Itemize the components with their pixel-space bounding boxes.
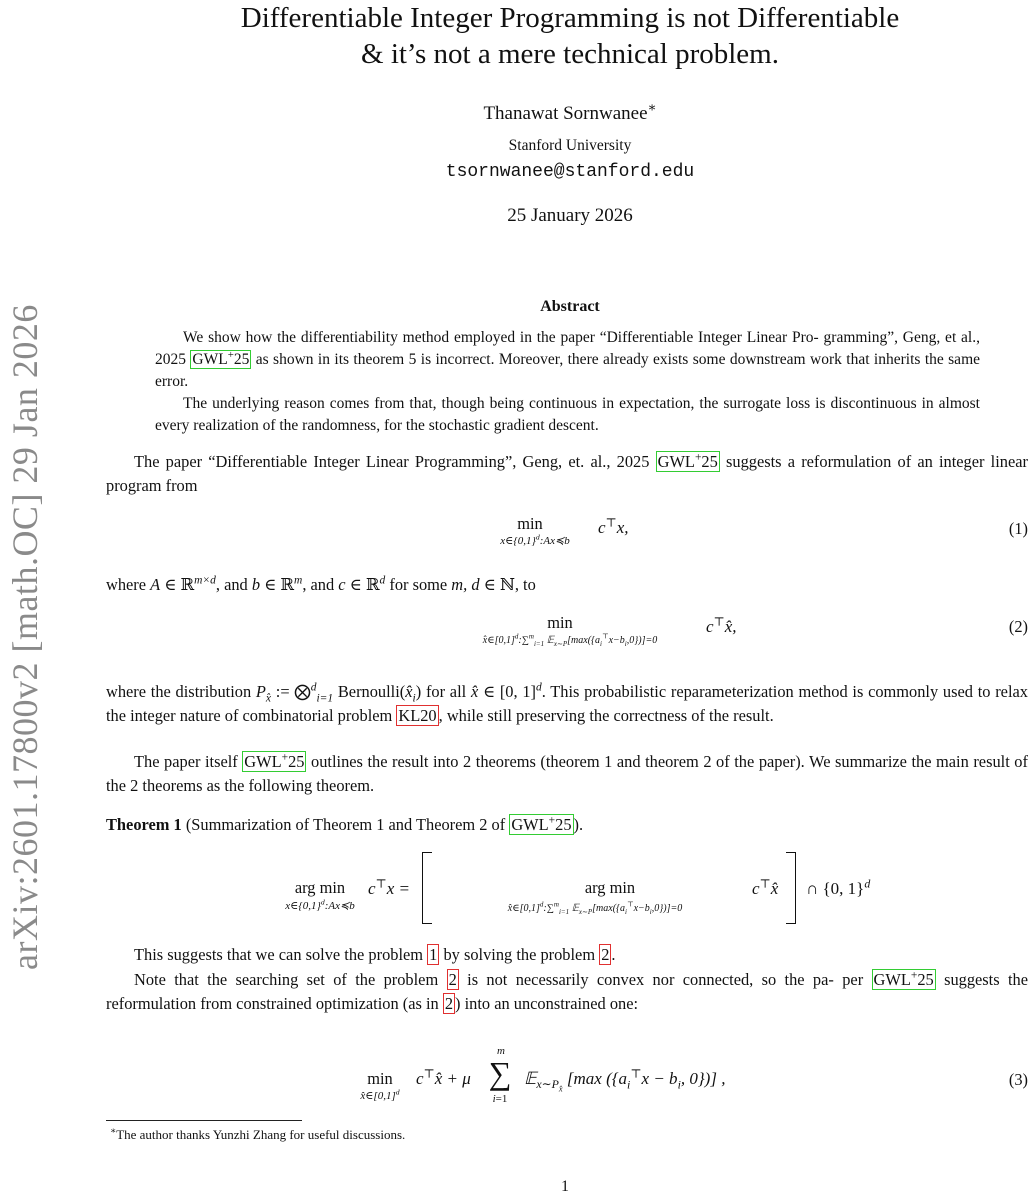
equation-3: min $x̂\in[0,1]^d$ c⊤x̂ + μ m ∑ i=1 𝔼$_{x\sim P_{x̂}}$ [max ({$a_i^⊤x - b_i$, 0})] , — [360, 1045, 726, 1105]
body-text: This suggests that we can solve the problem — [134, 945, 424, 964]
equation-ref-1[interactable]: 1 — [429, 945, 438, 964]
footnote — [110, 1127, 405, 1143]
abstract-paragraph-2 — [155, 393, 980, 437]
theorem-text: ). — [573, 815, 584, 834]
body-text: per — [842, 970, 864, 989]
theorem-label: Theorem 1 — [106, 815, 182, 834]
body-text: where the distribution — [106, 682, 252, 701]
equation-number-1: (1) — [1008, 519, 1028, 538]
abstract-heading: Abstract — [540, 298, 600, 315]
abstract-text: as shown in its theorem 5 is incorrect. Moreover, there already — [255, 351, 649, 368]
theorem-text: (Summarization of Theorem 1 and Theorem 2 of — [185, 815, 506, 834]
body-text: the correctness of the result. — [589, 705, 774, 725]
body-paragraph-3: where the distribution $P_{x̂}$ := ⨂$^d_{i=1}$ $Bernoulli(x̂_i)$ for all x̂ ∈ [0, 1]$^d$. This probabilistic reparameterization method is commonly used to relax the integer nature of combinatorial problem KL20 , while still preserving the correctness of the result. — [106, 681, 1028, 725]
body-text: We summarize the main result of the 2 theorems as the following theorem. — [106, 752, 1028, 795]
paper-title — [150, 0, 990, 72]
body-text: ) into an unconstrained — [455, 993, 606, 1013]
body-paragraph-4 — [106, 750, 1028, 797]
abstract-paragraph-1 — [155, 327, 980, 393]
body-text: for some — [389, 575, 448, 594]
title-line-2: & it’s not a mere technical problem. — [361, 38, 779, 70]
body-text: , while still preserving — [438, 705, 586, 725]
body-text: outlines the result into 2 theorems (theorem 1 and theorem 2 of the paper). — [311, 752, 805, 771]
affiliation: Stanford University — [508, 137, 632, 154]
page-number: 1 — [561, 1178, 569, 1195]
equation-1: min $x\in\{0,1\}^d:Ax≼b$ c⊤x, — [500, 514, 629, 547]
footnote-text: The author thanks Yunzhi Zhang for useful discussions. — [116, 1127, 406, 1142]
body-text: The paper itself — [134, 752, 238, 771]
abstract-text: is discontinuous in almost every realization of the randomness, for the stochastic gradient descent. — [155, 395, 980, 434]
equation-ref-2[interactable]: 2 — [444, 993, 454, 1013]
body-text: for all — [425, 682, 467, 701]
citation-link-gwl25[interactable]: GWL+25 — [192, 348, 250, 368]
citation-link-gwl25[interactable]: GWL+25 — [511, 814, 572, 834]
body-text: reformulation of an integer linear program from — [106, 452, 1028, 495]
body-paragraph-1 — [106, 450, 1028, 497]
citation-link-kl20[interactable]: KL20 — [398, 705, 437, 725]
body-paragraph-5: This suggests that we can solve the problem 1 by solving the problem 2 . — [134, 945, 616, 964]
author-name: Thanawat Sornwanee — [483, 103, 648, 124]
abstract-text: gramming”, Geng, et al., 2025 — [155, 329, 980, 368]
body-text: Bernoulli — [337, 682, 400, 701]
body-text: by solving the problem — [443, 945, 596, 964]
body-text: suggests the reformulation from constrained optimization (as in — [106, 970, 1028, 1013]
body-text: method is commonly used to relax the integer nature of combinatorial problem — [106, 682, 1028, 725]
author-footnote-mark: ∗ — [647, 99, 657, 115]
author-email[interactable]: tsornwanee@stanford.edu — [445, 162, 695, 182]
abstract-text: We show how the differentiability method employed in the paper “Differentiable Integer Linear Pro- — [183, 329, 819, 346]
body-text: one: — [609, 993, 639, 1013]
body-paragraph-2: where A ∈ ℝ$^{m\times d}$, and b ∈ ℝ$^m$, and c ∈ ℝ$^d$ for some m, d ∈ ℕ, to — [106, 574, 536, 594]
body-text: , to — [514, 575, 536, 594]
theorem-1-statement — [106, 813, 1028, 837]
equation-number-2: (2) — [1008, 617, 1028, 636]
footnote-rule — [106, 1120, 302, 1121]
citation-link-gwl25[interactable]: GWL+25 — [244, 751, 305, 771]
abstract-text: exists some downstream work that inherits the same error. — [155, 351, 980, 390]
body-text: Note that the searching set of the problem — [134, 970, 439, 989]
equation-number-3: (3) — [1008, 1070, 1028, 1089]
footnote-mark: ∗ — [110, 1125, 117, 1136]
citation-link-gwl25[interactable]: GWL+25 — [657, 451, 718, 471]
theorem-equation: arg min $x\in\{0,1\}^d:Ax≼b$ c⊤x = arg min $x̂\in[0,1]^d:\sum^m_{i=1}$ $𝔼_{x\sim P}[\max(\{a_i^⊤x-b_i,0\})]=0$ c⊤x̂ ∩ {0, 1}$^d$ — [250, 852, 900, 932]
citation-link-gwl25[interactable]: GWL+25 — [873, 969, 934, 989]
body-text: suggests a — [726, 452, 796, 471]
author-line — [400, 99, 740, 125]
equation-ref-2[interactable]: 2 — [601, 945, 610, 964]
body-text: is not necessarily convex nor connected, so the pa- — [467, 970, 834, 989]
body-paragraph-6 — [106, 968, 1028, 1015]
title-line-1: Differentiable Integer Programming is not Differentiable — [240, 2, 900, 34]
paper-date: 25 January 2026 — [507, 205, 633, 226]
body-text: . This probabilistic reparameterization — [541, 682, 794, 701]
body-text: where — [106, 575, 147, 594]
arxiv-side-stamp: arXiv:2601.17800v2 [math.OC] 29 Jan 2026 — [5, 304, 45, 970]
equation-ref-2[interactable]: 2 — [448, 970, 457, 989]
equation-2: min $̂x\in[0,1]^d:\sum^m_{i=1}$ $𝔼_{x\sim P}[\max(\{a_i^⊤x-b_i,0\})]=0$ c⊤x̂, — [482, 613, 737, 648]
body-text: , and — [215, 575, 248, 594]
body-text: The paper “Differentiable Integer Linear Programming”, Geng, et. al., 2025 — [134, 452, 650, 471]
abstract-text: The underlying reason comes from that, though being continuous in expectation, the surrogate loss — [183, 395, 811, 412]
